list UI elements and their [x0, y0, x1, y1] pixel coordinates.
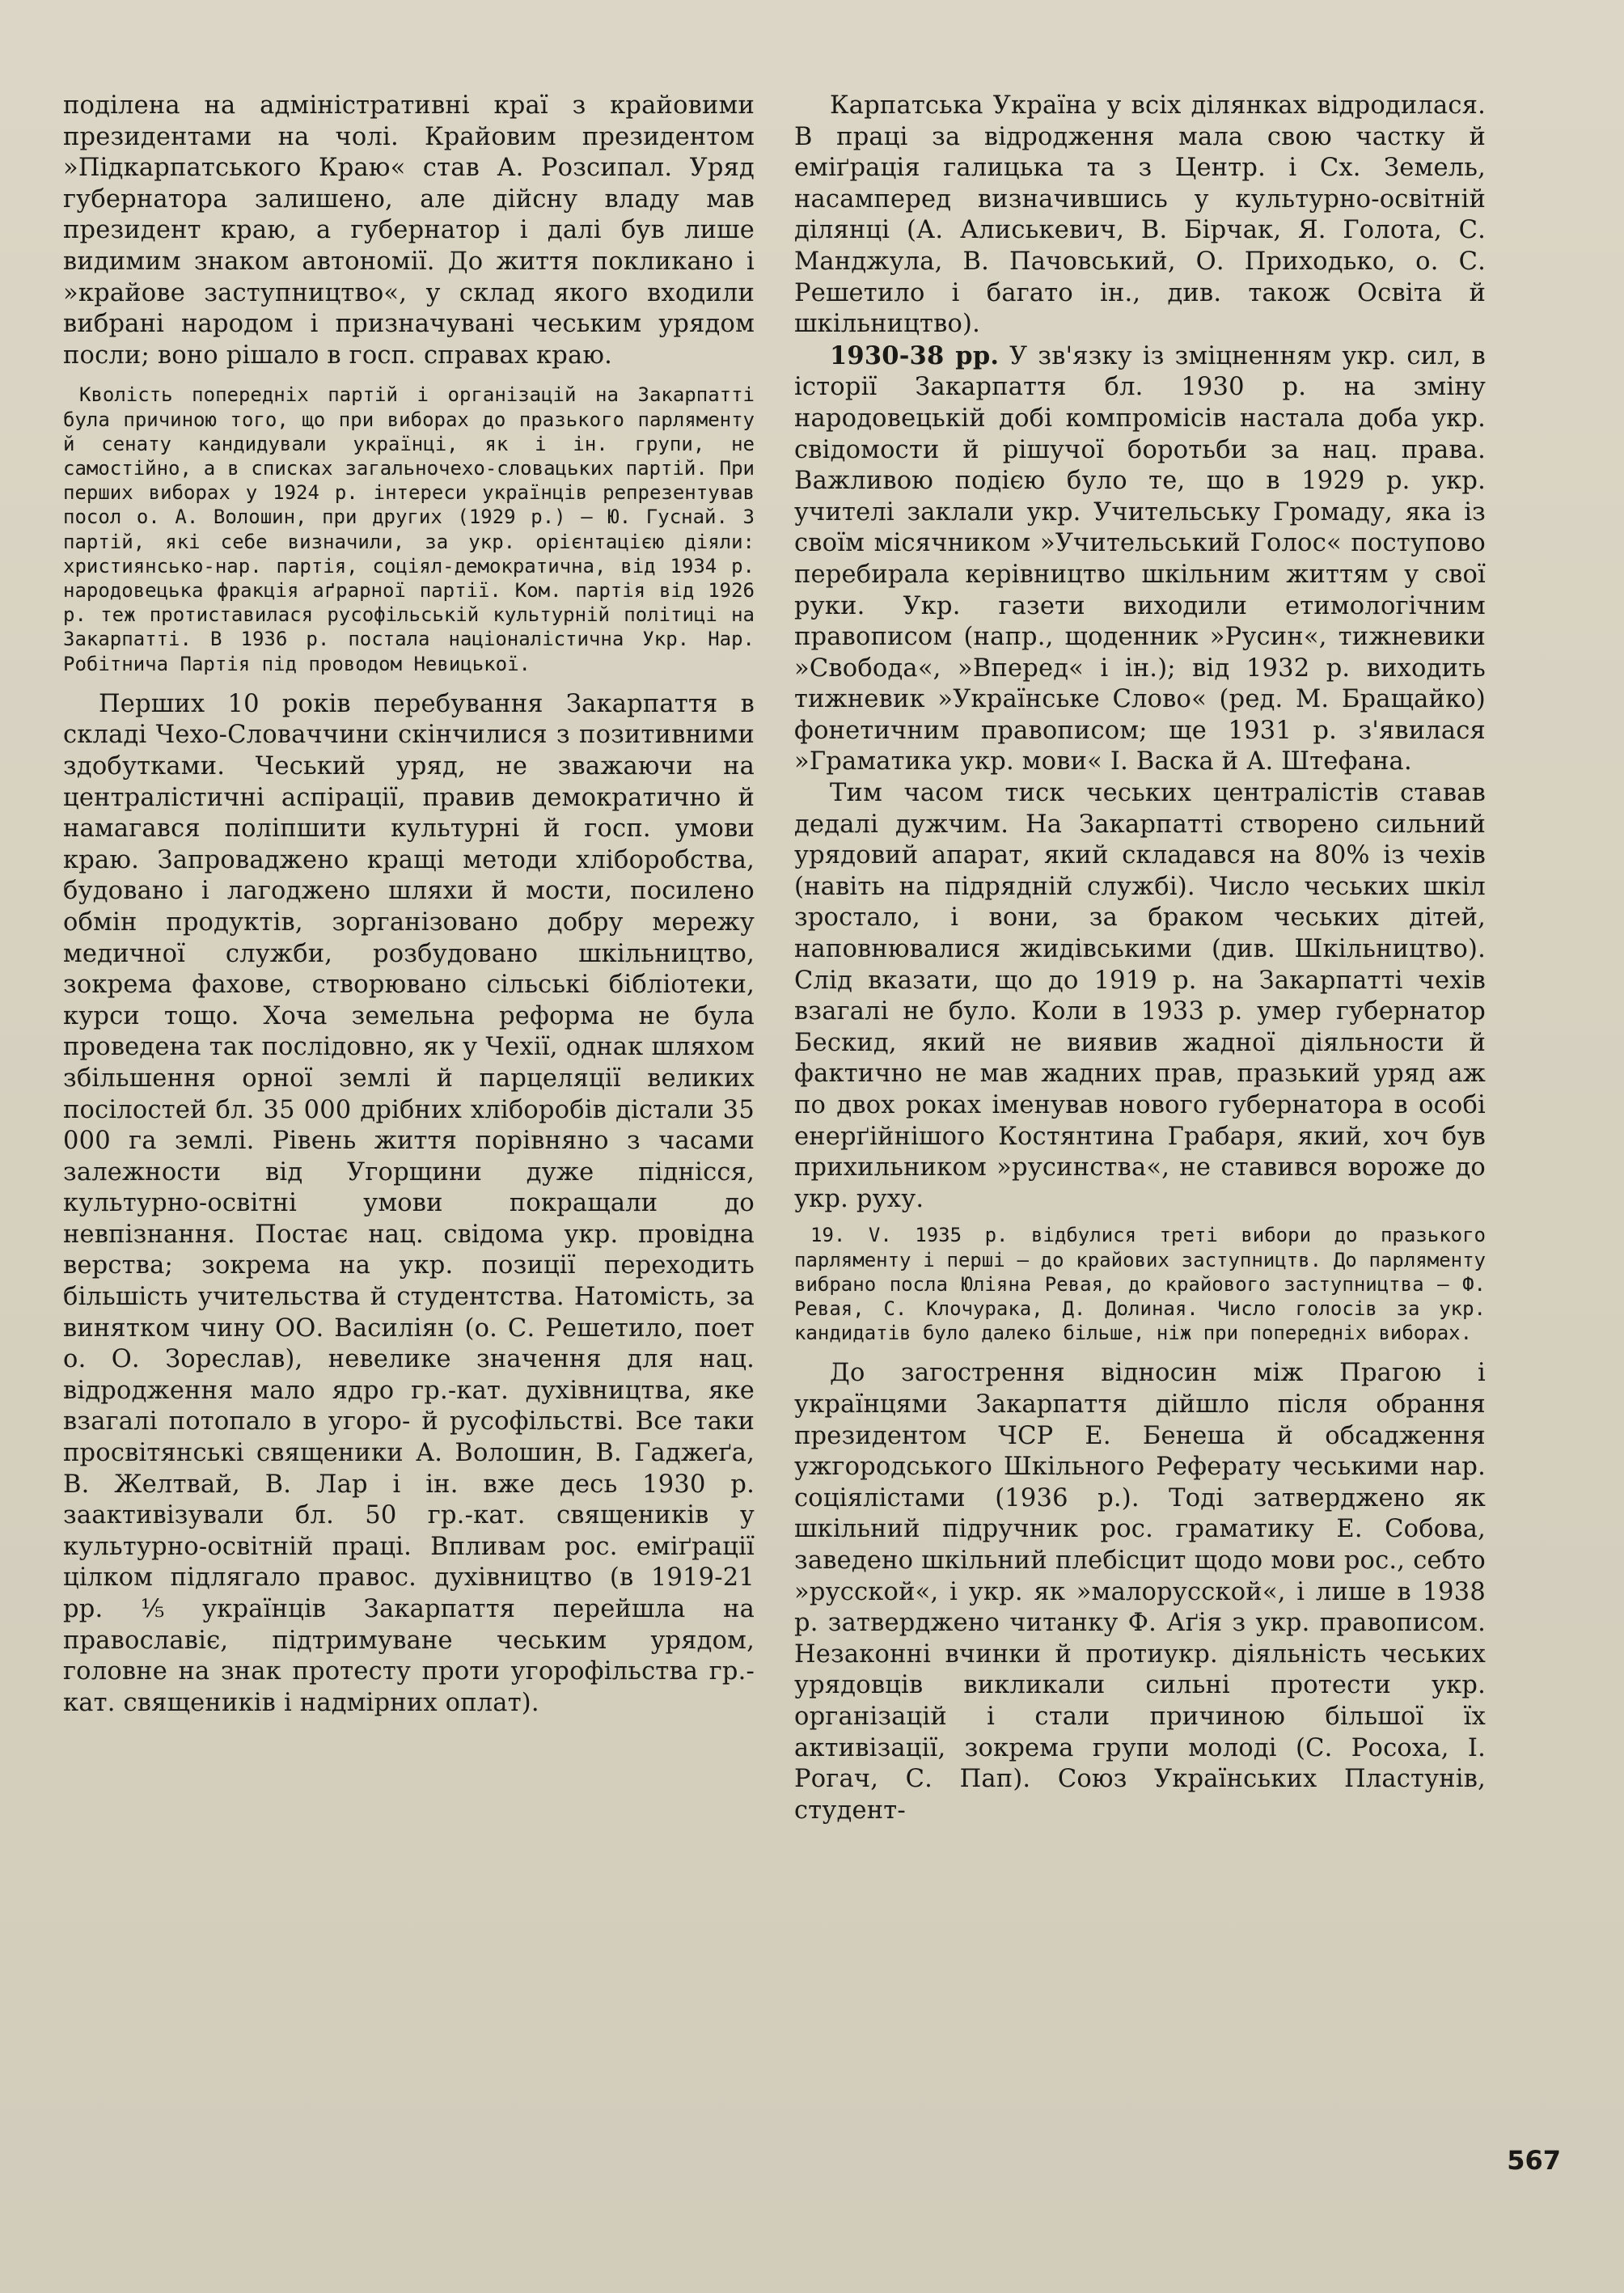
section-heading-1930-38: 1930-38 рр.: [830, 341, 1000, 370]
right-paragraph-1: Карпатська Україна у всіх ділянках відродилася. В праці за відродження мала свою частку й еміґрація галицька та з Центр. і Сх. Земель, насамперед визначившись у культурно-освітній ділянці (А. Алиськевич, В. Бірчак, Я. Голота, С. Манджула, В. Пачовський, О. Приходько, о. С. Решетило і багато ін., див. також Освіта й шкільництво).: [794, 91, 1486, 339]
left-small-print-note: Кволість попередніх партій і організацій на Закарпатті була причиною того, що при виборах до празького парляменту й сенату кандидували українці, як і ін. групи, не самостійно, а в списках загальночехо-словацьких партій. При перших виборах у 1924 р. інтереси українців репрезентував посол о. А. Волошин, при других (1929 р.) — Ю. Гуснай. З партій, які себе визначили, за укр. орієнтацією діяли: християнсько-нар. партія, соціял-демократична, від 1934 р. народовецька фракція аґрарної партії. Ком. партія від 1926 р. теж протиставилася русофільській культурній політиці на Закарпатті. В 1936 р. постала націоналістична Укр. Нар. Робітнича Партія під проводом Невицької.: [63, 383, 755, 675]
right-paragraph-2-text: У зв'язку із зміцненням укр. сил, в історії Закарпаття бл. 1930 р. на зміну народовецькій добі компромісів настала доба укр. свідомости й рішучої боротьби за нац. права. Важливою подією було те, що в 1929 р. укр. учителі заклали укр. Учительську Громаду, яка із своїм місячником »Учительський Голос« поступово перебирала керівництво шкільним життям у свої руки. Укр. газети виходили етимологічним правописом (напр., щоденник »Русин«, тижневики »Свобода«, »Вперед« і ін.); від 1932 р. виходить тижневик »Українське Слово« (ред. М. Бращайко) фонетичним правописом; ще 1931 р. з'явилася »Граматика укр. мови« І. Васка й А. Штефана.: [794, 341, 1486, 776]
left-paragraph-1: поділена на адміністративні краї з крайовими президентами на чолі. Крайовим президентом »Підкарпатського Краю« став А. Розсипал. Уряд губернатора залишено, але дійсну владу мав президент краю, а губернатор і далі був лише видимим знаком автономії. До життя покликано і »крайове заступництво«, у склад якого входили вибрані народом і призначувані чеським урядом посли; воно рішало в госп. справах краю.: [63, 91, 755, 370]
left-paragraph-2: Перших 10 років перебування Закарпаття в складі Чехо-Словаччини скінчилися з позитивними здобутками. Чеський уряд, не зважаючи на централістичні аспірації, правив демократично й намагався поліпшити культурні й госп. умови краю. Запроваджено кращі методи хліборобства, будовано і лагоджено шляхи й мости, посилено обмін продуктів, зорганізовано добру мережу медичної служби, розбудовано шкільництво, зокрема фахове, створювано сільські бібліотеки, курси тощо. Хоча земельна реформа не була проведена так послідовно, як у Чехії, однак шляхом збільшення орної землі й парцеляції великих посілостей бл. 35 000 дрібних хліборобів дістали 35 000 га землі. Рівень життя порівняно з часами залежности від Угорщини дуже піднісся, культурно-освітні умови покращали до невпізнання. Постає нац. свідома укр. провідна верства; зокрема на укр. позиції переходить більшість учительства й студентства. Натомість, за винятком чину ОО. Василіян (о. С. Решетило, поет о. О. Зореслав), невелике значення для нац. відродження мало ядро гр.-кат. духівництва, яке взагалі потопало в угоро- й русофільстві. Все таки просвітянські священики А. Волошин, В. Гаджеґа, В. Желтвай, В. Лар і ін. вже десь 1930 р. заактивізували бл. 50 гр.-кат. священиків у культурно-освітній праці. Впливам рос. еміґрації цілком підлягало правос. духівництво (в 1919-21 рр. ⅕ українців Закарпаття перейшла на православіє, підтримуване чеським урядом, головне на знак протесту проти угорофільства гр.-кат. священиків і надмірних оплат).: [63, 689, 755, 1717]
right-paragraph-2: [794, 341, 1486, 778]
right-column: [794, 91, 1486, 1826]
right-small-print-note: 19. V. 1935 р. відбулися треті вибори до празького парляменту і перші — до крайових заступництв. До парляменту вибрано посла Юліяна Ревая, до крайового заступництва — Ф. Ревая, С. Клочурака, Д. Долиная. Число голосів за укр. кандидатів було далеко більше, ніж при попередніх виборах.: [794, 1224, 1486, 1345]
right-paragraph-3: Тим часом тиск чеських централістів ставав дедалі дужчим. На Закарпатті створено сильний урядовий апарат, який складався на 80% із чехів (навіть на підрядній службі). Число чеських шкіл зростало, і вони, за браком чеських дітей, наповнювалися жидівськими (див. Шкільництво). Слід вказати, що до 1919 р. на Закарпатті чехів взагалі не було. Коли в 1933 р. умер губернатор Бескид, який не виявив жадної діяльности й фактично не мав жадних прав, празький уряд аж по двох роках іменував нового губернатора в особі енерґійнішого Костянтина Грабаря, який, хоч був прихильником »русинства«, не ставився вороже до укр. руху.: [794, 779, 1486, 1213]
page-number: 567: [1507, 2145, 1561, 2176]
left-column: [63, 91, 755, 1719]
right-paragraph-4: До загострення відносин між Прагою і українцями Закарпаття дійшло після обрання президентом ЧСР Е. Бенеша й обсадження ужгородського Шкільного Реферату чеськими нар. соціялістами (1936 р.). Тоді затверджено як шкільний підручник рос. граматику Е. Собова, заведено шкільний плебісцит щодо мови рос., себто »русской«, і укр. як »малорусской«, і лише в 1938 р. затверджено читанку Ф. Аґія з укр. правописом. Незаконні вчинки й протиукр. діяльність чеських урядовців викликали сильні протести укр. організацій і стали причиною більшої їх активізації, зокрема групи молоді (С. Росоха, І. Рогач, С. Пап). Союз Українських Пластунів, студент-: [794, 1359, 1486, 1825]
